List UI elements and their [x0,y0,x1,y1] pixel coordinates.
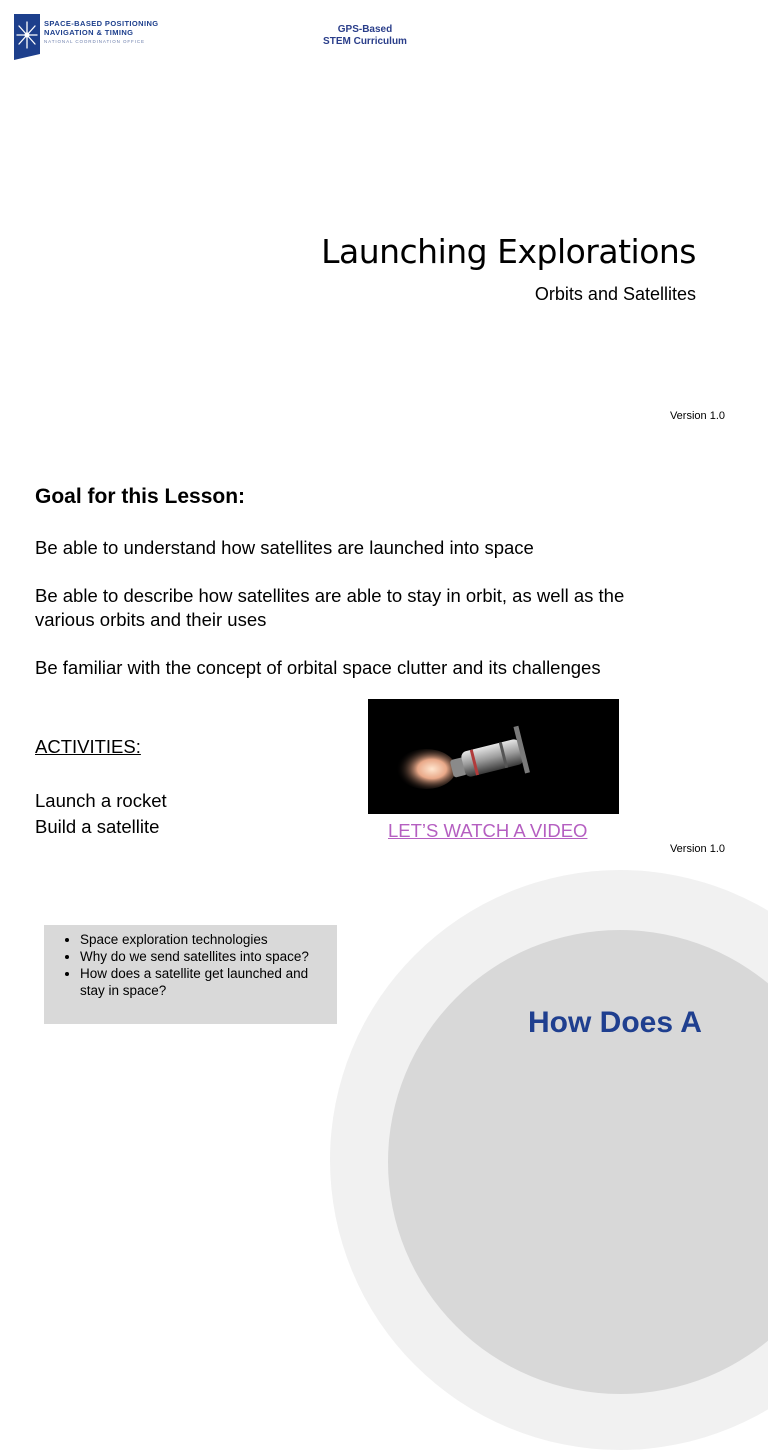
goal-item: Be able to describe how satellites are able to stay in orbit, as well as the various orbits and their uses [35,585,625,630]
goal-item: Be familiar with the concept of orbital space clutter and its challenges [35,657,601,678]
spnt-logo [14,14,214,62]
logo-line-3: NATIONAL COORDINATION OFFICE [44,39,145,44]
logo-line-2: NAVIGATION & TIMING [44,27,134,37]
list-item: • Why do we send satellites into space? [80,948,330,965]
list-item: • How does a satellite get launched and stay in space? [80,965,330,999]
slide-subtitle: Orbits and Satellites [534,284,696,304]
watch-video-link[interactable]: LET’S WATCH A VIDEO [388,820,588,841]
goal-heading: Goal for this Lesson: [35,485,246,508]
topics-list [44,931,337,999]
logo-line-1: SPACE-BASED POSITIONING [44,19,159,28]
activity-item: Build a satellite [35,816,160,837]
curriculum-label [300,24,430,48]
satellite-icon [368,699,619,814]
curriculum-line-2: STEM Curriculum [323,36,407,47]
activity-item: Launch a rocket [35,790,167,811]
star-logo-icon [14,14,40,60]
version-label: Version 1.0 [669,410,725,422]
version-label: Version 1.0 [669,843,725,855]
list-item: • Space exploration technologies [80,931,330,948]
topics-box [44,925,337,1024]
slide-heading: How Does A [528,1006,702,1039]
curriculum-line-1: GPS-Based [337,24,393,35]
activities-heading: ACTIVITIES: [35,736,141,757]
goal-item: Be able to understand how satellites are launched into space [35,537,534,558]
slide-title: Launching Explorations [321,232,696,271]
logo-text [44,20,214,47]
video-thumbnail[interactable] [368,699,619,814]
